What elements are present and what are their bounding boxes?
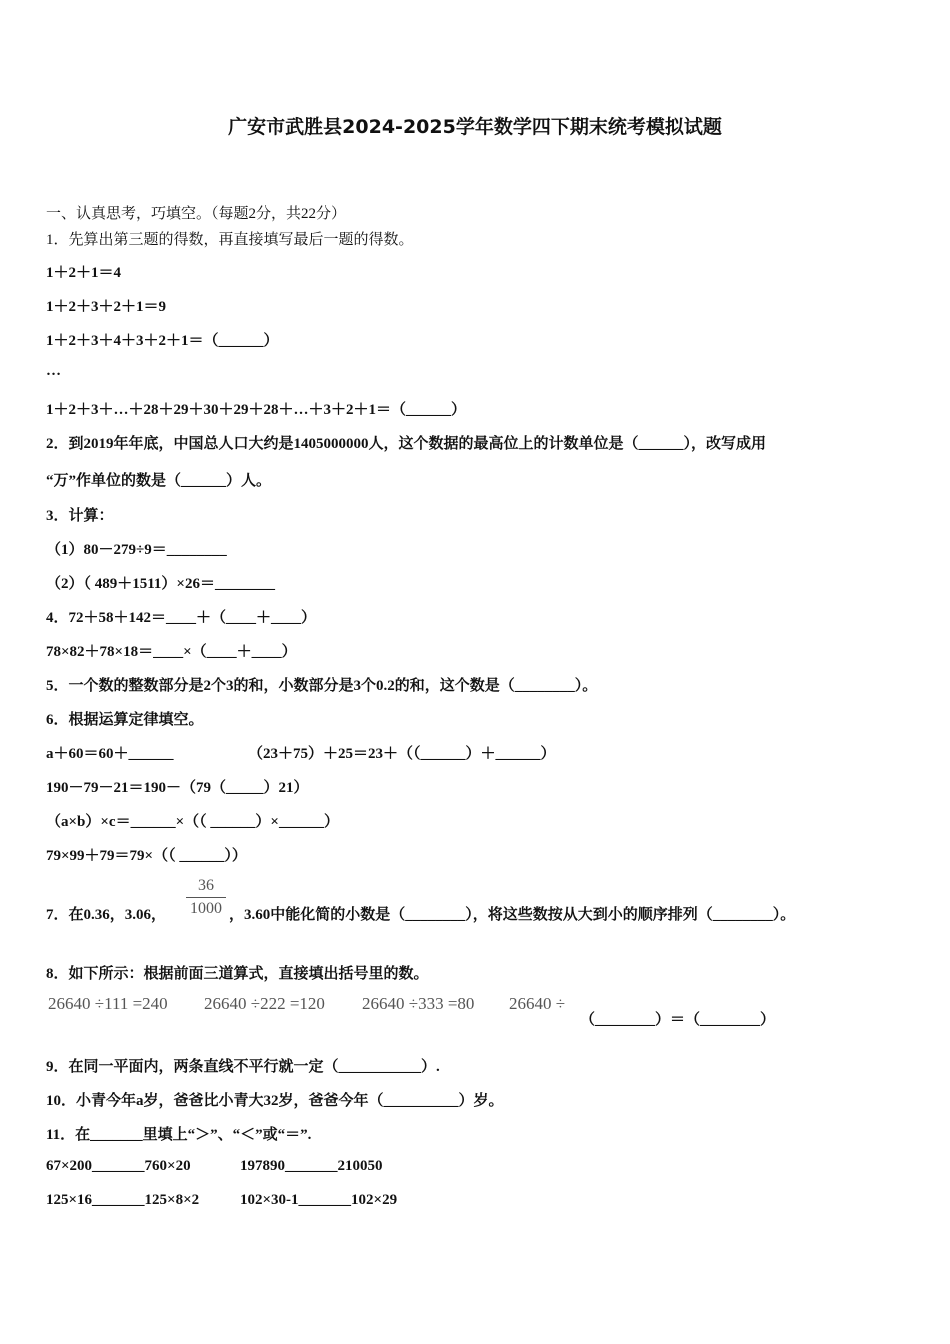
question-6-line-2: 190－79－21＝190－（79（_____）21） (46, 780, 309, 796)
page-title: 广安市武胜县2024-2025学年数学四下期末统考模拟试题 (228, 116, 722, 138)
question-11-line-2a: 125×16_______125×8×2 (46, 1192, 200, 1208)
question-1-prompt: 1．先算出第三题的得数，再直接填写最后一题的得数。 (46, 232, 414, 248)
question-8-equation-2: 26640 ÷222 =120 (204, 994, 325, 1013)
question-1-line-5: 1＋2＋3＋…＋28＋29＋30＋29＋28＋…＋3＋2＋1＝（______） (46, 402, 467, 418)
question-8-equation-3: 26640 ÷333 =80 (362, 994, 475, 1013)
question-11-line-1b: 197890_______210050 (240, 1158, 383, 1174)
question-1-line-3: 1＋2＋3＋4＋3＋2＋1＝（______） (46, 333, 279, 349)
question-4-line-2: 78×82＋78×18＝____×（____＋____） (46, 644, 297, 660)
question-8-equation-4: 26640 ÷ (509, 994, 566, 1013)
question-8-prompt: 8．如下所示：根据前面三道算式，直接填出括号里的数。 (46, 966, 429, 982)
question-4-line-1: 4．72＋58＋142＝____＋（____＋____） (46, 610, 317, 626)
question-1-ellipsis: … (46, 363, 61, 379)
fraction-numerator: 36 (198, 877, 214, 894)
fraction-denominator: 1000 (190, 900, 222, 917)
question-8-answer: （________）＝（________） (580, 1012, 776, 1028)
question-9: 9．在同一平面内，两条直线不平行就一定（___________）. (46, 1059, 440, 1075)
question-2-line-1: 2．到2019年年底，中国总人口大约是1405000000人，这个数据的最高位上的计数单位是（______），改写成用 (46, 436, 767, 452)
question-11-prompt: 11．在_______里填上“＞”、“＜”或“＝”. (46, 1127, 312, 1143)
fraction (186, 877, 226, 918)
question-1-line-2: 1＋2＋3＋2＋1＝9 (46, 299, 167, 315)
fraction-bar (186, 897, 226, 898)
section-heading: 一、认真思考，巧填空。（每题2分，共22分） (46, 206, 347, 222)
question-3-line-1: （1）80－279÷9＝________ (46, 542, 227, 558)
question-7-suffix: ，3.60中能化简的小数是（________），将这些数按从大到小的顺序排列（________）。 (229, 907, 796, 923)
question-3-prompt: 3．计算： (46, 508, 114, 524)
question-3-line-2: （2）（ 489＋1511）×26＝________ (46, 576, 275, 592)
question-2-line-2: “万”作单位的数是（______）人。 (46, 473, 272, 489)
question-6-line-3: （a×b）×c＝______×（（ ______）×______） (46, 814, 339, 830)
question-7-prefix: 7．在0.36，3.06， (46, 907, 167, 923)
question-10: 10．小青今年a岁，爸爸比小青大32岁，爸爸今年（__________）岁。 (46, 1093, 504, 1109)
question-6-line-4: 79×99＋79＝79×（（ ______）） (46, 848, 247, 864)
question-11-line-1a: 67×200_______760×20 (46, 1158, 191, 1174)
question-8-equation-1: 26640 ÷111 =240 (48, 994, 168, 1013)
question-6-prompt: 6．根据运算定律填空。 (46, 712, 204, 728)
question-1-line-1: 1＋2＋1＝4 (46, 265, 122, 281)
question-11-line-2b: 102×30-1_______102×29 (240, 1192, 398, 1208)
question-6-line-1a: a＋60＝60＋______ (46, 746, 174, 762)
question-6-line-1b: （23＋75）＋25＝23＋（（______）＋______） (248, 746, 556, 762)
question-5: 5．一个数的整数部分是2个3的和，小数部分是3个0.2的和，这个数是（________）。 (46, 678, 598, 694)
